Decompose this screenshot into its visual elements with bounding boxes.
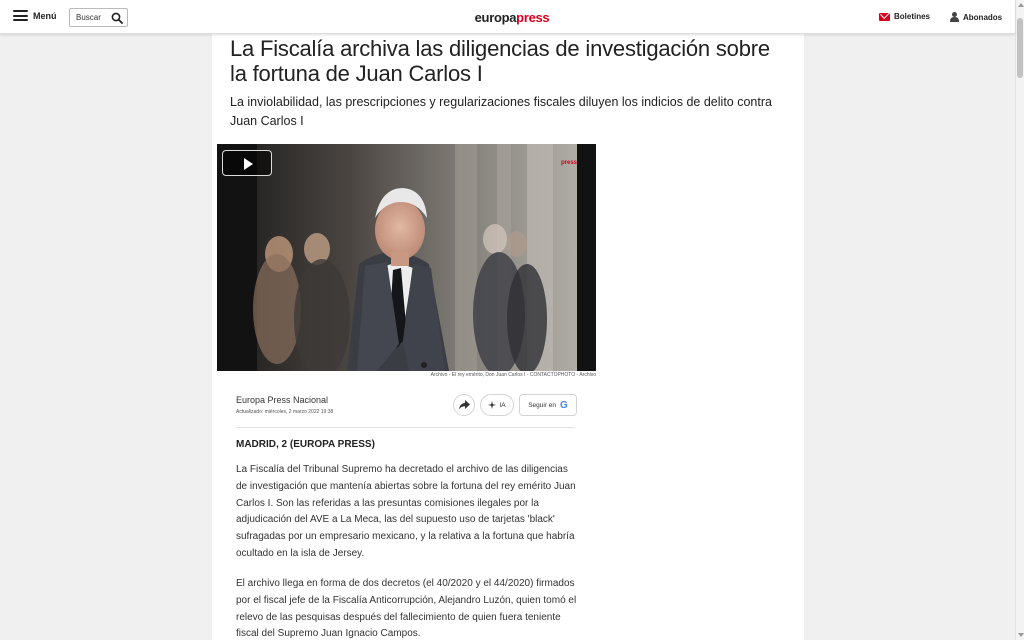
share-button[interactable]: [453, 394, 475, 416]
article-dateline: MADRID, 2 (EUROPA PRESS): [236, 439, 375, 450]
newsletters-label: Boletines: [894, 12, 931, 21]
google-icon: G: [560, 399, 568, 411]
page-scrollbar[interactable]: [1015, 0, 1024, 640]
follow-label: Seguir en: [528, 401, 557, 409]
ai-summary-button[interactable]: [480, 394, 514, 416]
article-headline: La Fiscalía archiva las diligencias de investigación sobre la fortuna de Juan Carlos I: [230, 36, 770, 86]
article-paragraph-2: El archivo llega en forma de dos decretos (el 40/2020 y el 44/2020) firmados por el fiscal jefe de la Fiscalía Anticorrupción, Alejandro Luzón, quien tomó el relevo de las pesquisas después del fallecimiento de quien fuera teniente fiscal del Supremo Juan Ignacio Campos.: [236, 578, 577, 640]
article-photo: [217, 144, 596, 371]
user-icon: [950, 12, 959, 22]
follow-on-google-button[interactable]: [519, 394, 577, 416]
search-input[interactable]: [76, 13, 112, 22]
share-icon: [459, 400, 470, 410]
article-video-player[interactable]: [217, 144, 596, 371]
menu-label: Menú: [33, 10, 57, 21]
scroll-up-arrow-icon[interactable]: [1018, 3, 1024, 7]
search-box[interactable]: [69, 8, 128, 27]
hamburger-icon: [13, 10, 28, 21]
article-updated-date: Actualizado: miércoles, 2 marzo 2022 19:38: [236, 409, 334, 415]
ai-summary-label: IA: [499, 401, 506, 409]
newsletters-link[interactable]: [879, 12, 930, 21]
video-watermark-tag: press: [561, 160, 578, 166]
article-paragraph-1: La Fiscalía del Tribunal Supremo ha decretado el archivo de las diligencias de investigación que mantenía abiertas sobre la fortuna del rey emérito Juan Carlos I. Son las referidas a las presuntas comisiones ilegales por la adjudicación del AVE a La Meca, las del supuesto uso de tarjetas 'black' sufragadas por un empresario mexicano, y la relativa a la fortuna que habría ocultado en la isla de Jersey.: [236, 464, 576, 559]
article-subheadline: La inviolabilidad, las prescripciones y regularizaciones fiscales diluyen los indicios de delito contra Juan Carlos I: [230, 95, 772, 128]
site-logo: [0, 10, 1024, 25]
menu-button[interactable]: [13, 10, 57, 21]
logo-text-press: press: [516, 10, 550, 25]
subscribers-label: Abonados: [963, 12, 1003, 22]
logo-text-europa: europa: [474, 10, 517, 25]
scrollbar-thumb[interactable]: [1017, 18, 1023, 78]
top-navigation-bar: [0, 0, 1015, 34]
article-byline: Europa Press Nacional: [236, 395, 329, 405]
search-icon[interactable]: [111, 12, 123, 24]
mail-icon: [879, 13, 890, 21]
sparkle-icon: [488, 401, 496, 409]
scroll-down-arrow-icon[interactable]: [1018, 633, 1024, 637]
photo-caption: Archivo - El rey emérito, Don Juan Carlos I - CONTACTOPHOTO - Archivo: [430, 372, 596, 378]
article-container: [212, 34, 804, 640]
article-actions: [453, 394, 577, 416]
play-button[interactable]: [222, 150, 272, 176]
subscribers-link[interactable]: [950, 12, 1002, 22]
byline-divider: [236, 427, 575, 428]
logo-link[interactable]: [475, 10, 550, 25]
